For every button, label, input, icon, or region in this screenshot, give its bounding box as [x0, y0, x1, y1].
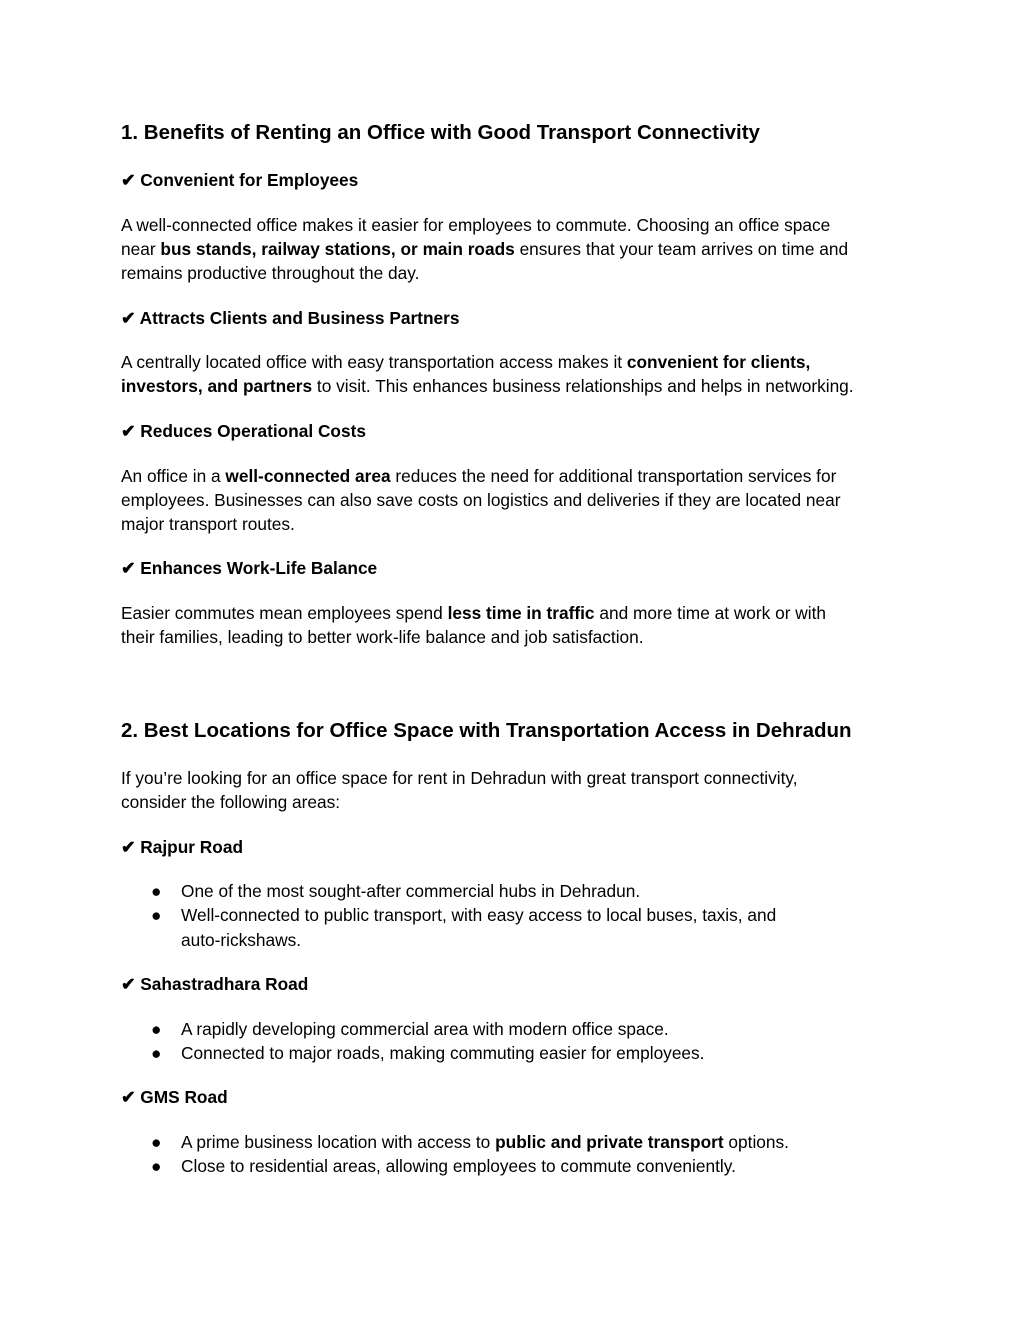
location-rajpur-road: ✔ Rajpur Road [121, 837, 244, 857]
paragraph-line: Easier commutes mean employees spend less time in traffic and more time at work or with [121, 603, 827, 623]
location-gms-road: ✔ GMS Road [121, 1087, 228, 1107]
intro-line: If you’re looking for an office space for rent in Dehradun with great transport connectivity, [121, 768, 798, 788]
paragraph-line: major transport routes. [121, 514, 295, 534]
paragraph-line: near bus stands, railway stations, or main roads ensures that your team arrives on time and [121, 239, 849, 259]
bullet-icon: ● [151, 1156, 162, 1176]
subheading-reduces-costs: ✔ Reduces Operational Costs [121, 421, 366, 441]
subheading-attracts-clients: ✔ Attracts Clients and Business Partners [121, 308, 460, 328]
paragraph-line: A centrally located office with easy transportation access makes it convenient for clients, [121, 352, 811, 372]
bullet-icon: ● [151, 905, 162, 925]
intro-line: consider the following areas: [121, 792, 341, 812]
bullet-icon: ● [151, 1019, 162, 1039]
bullet-icon: ● [151, 881, 162, 901]
subheading-work-life: ✔ Enhances Work-Life Balance [121, 558, 378, 578]
section-1-title: 1. Benefits of Renting an Office with Good Transport Connectivity [121, 121, 760, 144]
paragraph-line: investors, and partners to visit. This enhances business relationships and helps in networking. [121, 376, 854, 396]
location-sahastradhara-road: ✔ Sahastradhara Road [121, 974, 309, 994]
paragraph-line: An office in a well-connected area reduces the need for additional transportation services for [121, 466, 837, 486]
paragraph-line: remains productive throughout the day. [121, 263, 420, 283]
paragraph-line: employees. Businesses can also save costs on logistics and deliveries if they are located near [121, 490, 841, 510]
paragraph-line: their families, leading to better work-life balance and job satisfaction. [121, 627, 644, 647]
section-2-title: 2. Best Locations for Office Space with Transportation Access in Dehradun [121, 719, 852, 742]
bullet-icon: ● [151, 1043, 162, 1063]
paragraph-line: A well-connected office makes it easier for employees to commute. Choosing an office space [121, 215, 831, 235]
subheading-convenient: ✔ Convenient for Employees [121, 170, 359, 190]
bullet-icon: ● [151, 1132, 162, 1152]
